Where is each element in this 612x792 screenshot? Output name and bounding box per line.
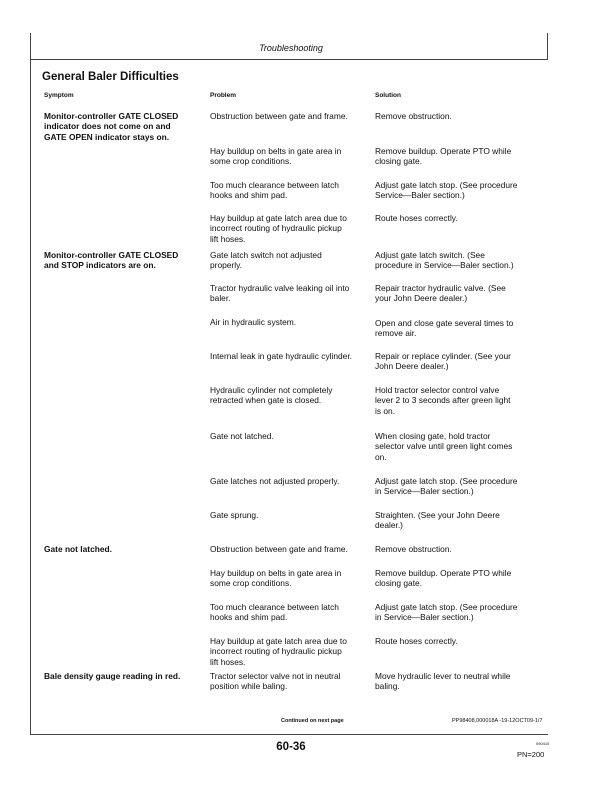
solution-cell: When closing gate, hold tractor selector valve until green light comes on. <box>375 431 513 462</box>
problem-cell: Hay buildup on belts in gate area in some crop conditions. <box>210 146 342 167</box>
symptom-cell: Monitor-controller GATE CLOSED indicator does not come on and GATE OPEN indicator stays on. <box>44 111 179 142</box>
problem-cell: Hay buildup on belts in gate area in some crop conditions. <box>210 568 342 589</box>
problem-cell: Hydraulic cylinder not completely retracted when gate is closed. <box>210 385 333 406</box>
section-title: General Baler Difficulties <box>42 71 179 83</box>
problem-cell: Gate latch switch not adjusted properly. <box>210 250 322 271</box>
column-header-symptom: Symptom <box>44 92 74 99</box>
solution-cell: Open and close gate several times to remove air. <box>375 318 514 339</box>
solution-cell: Adjust gate latch stop. (See procedure in Service—Baler section.) <box>375 476 518 497</box>
print-date-code: 090415 <box>536 741 550 746</box>
problem-cell: Tractor hydraulic valve leaking oil into baler. <box>210 283 350 304</box>
solution-cell: Hold tractor selector control valve lever 2 to 3 seconds after green light is on. <box>375 385 511 416</box>
problem-cell: Hay buildup at gate latch area due to incorrect routing of hydraulic pickup lift hoses. <box>210 636 347 667</box>
solution-cell: Remove obstruction. <box>375 544 452 554</box>
problem-cell: Gate not latched. <box>210 431 274 441</box>
symptom-cell: Gate not latched. <box>44 544 112 554</box>
solution-cell: Adjust gate latch stop. (See procedure in Service—Baler section.) <box>375 602 518 623</box>
problem-cell: Hay buildup at gate latch area due to incorrect routing of hydraulic pickup lift hoses. <box>210 213 347 244</box>
problem-cell: Too much clearance between latch hooks and shim pad. <box>210 180 339 201</box>
column-header-solution: Solution <box>375 92 401 99</box>
solution-cell: Adjust gate latch stop. (See procedure Service—Baler section.) <box>375 180 518 201</box>
column-header-problem: Problem <box>210 92 237 99</box>
continued-note: Continued on next page <box>281 718 344 724</box>
solution-cell: Repair tractor hydraulic valve. (See your John Deere dealer.) <box>375 283 506 304</box>
solution-cell: Remove buildup. Operate PTO while closing gate. <box>375 146 512 167</box>
symptom-cell: Monitor-controller GATE CLOSED and STOP indicators are on. <box>44 250 179 271</box>
document-reference: PP98408,000018A -19-12OCT09-1/7 <box>452 718 543 724</box>
solution-cell: Route hoses correctly. <box>375 213 458 223</box>
page-number: 60-36 <box>276 741 306 753</box>
solution-cell: Straighten. (See your John Deere dealer.) <box>375 510 500 531</box>
pn-number: PN=200 <box>517 750 545 759</box>
problem-cell: Too much clearance between latch hooks and shim pad. <box>210 602 339 623</box>
symptom-cell: Bale density gauge reading in red. <box>44 671 181 681</box>
problem-cell: Obstruction between gate and frame. <box>210 544 348 554</box>
problem-cell: Tractor selector valve not in neutral position while baling. <box>210 671 341 692</box>
problem-cell: Obstruction between gate and frame. <box>210 111 348 121</box>
footer-rule <box>30 734 548 735</box>
solution-cell: Remove obstruction. <box>375 111 452 121</box>
solution-cell: Remove buildup. Operate PTO while closing gate. <box>375 568 512 589</box>
problem-cell: Internal leak in gate hydraulic cylinder. <box>210 351 352 361</box>
problem-cell: Air in hydraulic system. <box>210 317 297 327</box>
solution-cell: Repair or replace cylinder. (See your John Deere dealer.) <box>375 351 511 372</box>
solution-cell: Route hoses correctly. <box>375 636 458 646</box>
solution-cell: Move hydraulic lever to neutral while baling. <box>375 671 511 692</box>
problem-cell: Gate latches not adjusted properly. <box>210 476 340 486</box>
header-rule <box>30 59 548 60</box>
problem-cell: Gate sprung. <box>210 510 259 520</box>
page-header-title: Troubleshooting <box>259 43 323 53</box>
solution-cell: Adjust gate latch switch. (See procedure in Service—Baler section.) <box>375 250 514 271</box>
content-left-border <box>30 59 31 735</box>
